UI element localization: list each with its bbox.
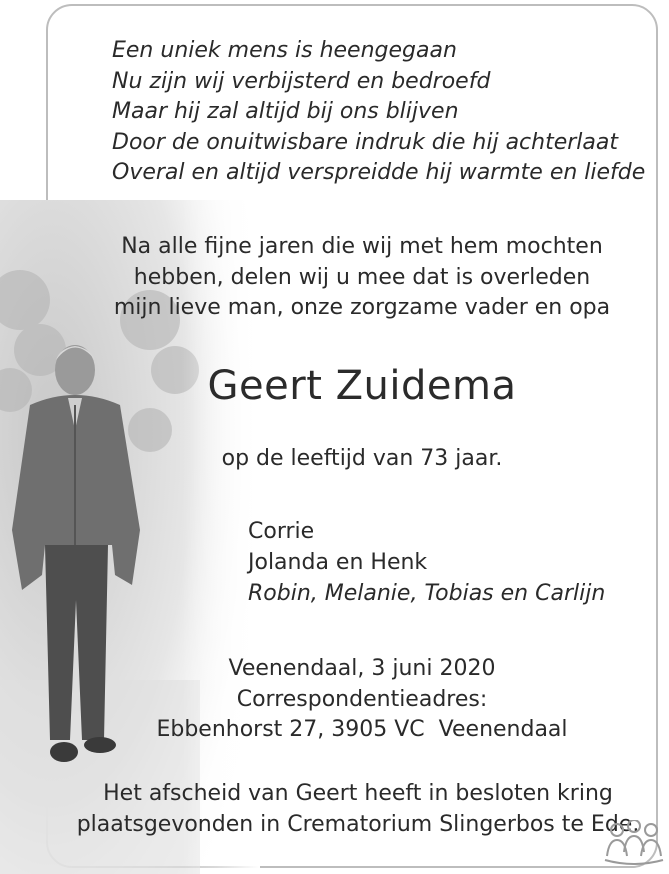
intro-line: Na alle fijne jaren die wij met hem mochten — [121, 234, 603, 259]
farewell-note — [48, 778, 668, 840]
correspondence-label: Correspondentieadres: — [236, 686, 488, 712]
poem-line: Maar hij zal altijd bij ons blijven — [112, 99, 459, 124]
place-and-address — [56, 654, 668, 746]
poem-line: Een uniek mens is heengegaan — [112, 38, 457, 63]
family-children: Jolanda en Henk — [248, 550, 428, 575]
intro-line: hebben, delen wij u mee dat is overleden — [133, 264, 591, 290]
poem-line: Nu zijn wij verbijsterd en bedroefd — [112, 68, 491, 94]
farewell-line: Het afscheid van Geert heeft in besloten kring — [103, 781, 613, 806]
family-spouse: Corrie — [248, 519, 315, 544]
poem — [112, 36, 652, 189]
poem-line: Door de onuitwisbare indruk die hij achterlaat — [112, 129, 618, 155]
family-grandchildren: Robin, Melanie, Tobias en Carlijn — [248, 581, 606, 606]
farewell-line: plaatsgevonden in Crematorium Slingerbos te Ede. — [76, 812, 640, 837]
poem-line: Overal en altijd verspreidde hij warmte en liefde — [112, 160, 646, 185]
age-line: op de leeftijd van 73 jaar. — [221, 446, 503, 471]
announcement-intro — [56, 232, 668, 324]
family-list — [248, 516, 605, 609]
place-date: Veenendaal, 3 juni 2020 — [228, 656, 496, 681]
address: Ebbenhorst 27, 3905 VC Veenendaal — [156, 717, 568, 742]
people-logo-icon — [603, 820, 665, 866]
intro-line: mijn lieve man, onze zorgzame vader en opa — [113, 295, 611, 320]
deceased-name: Geert Zuidema — [207, 363, 517, 409]
